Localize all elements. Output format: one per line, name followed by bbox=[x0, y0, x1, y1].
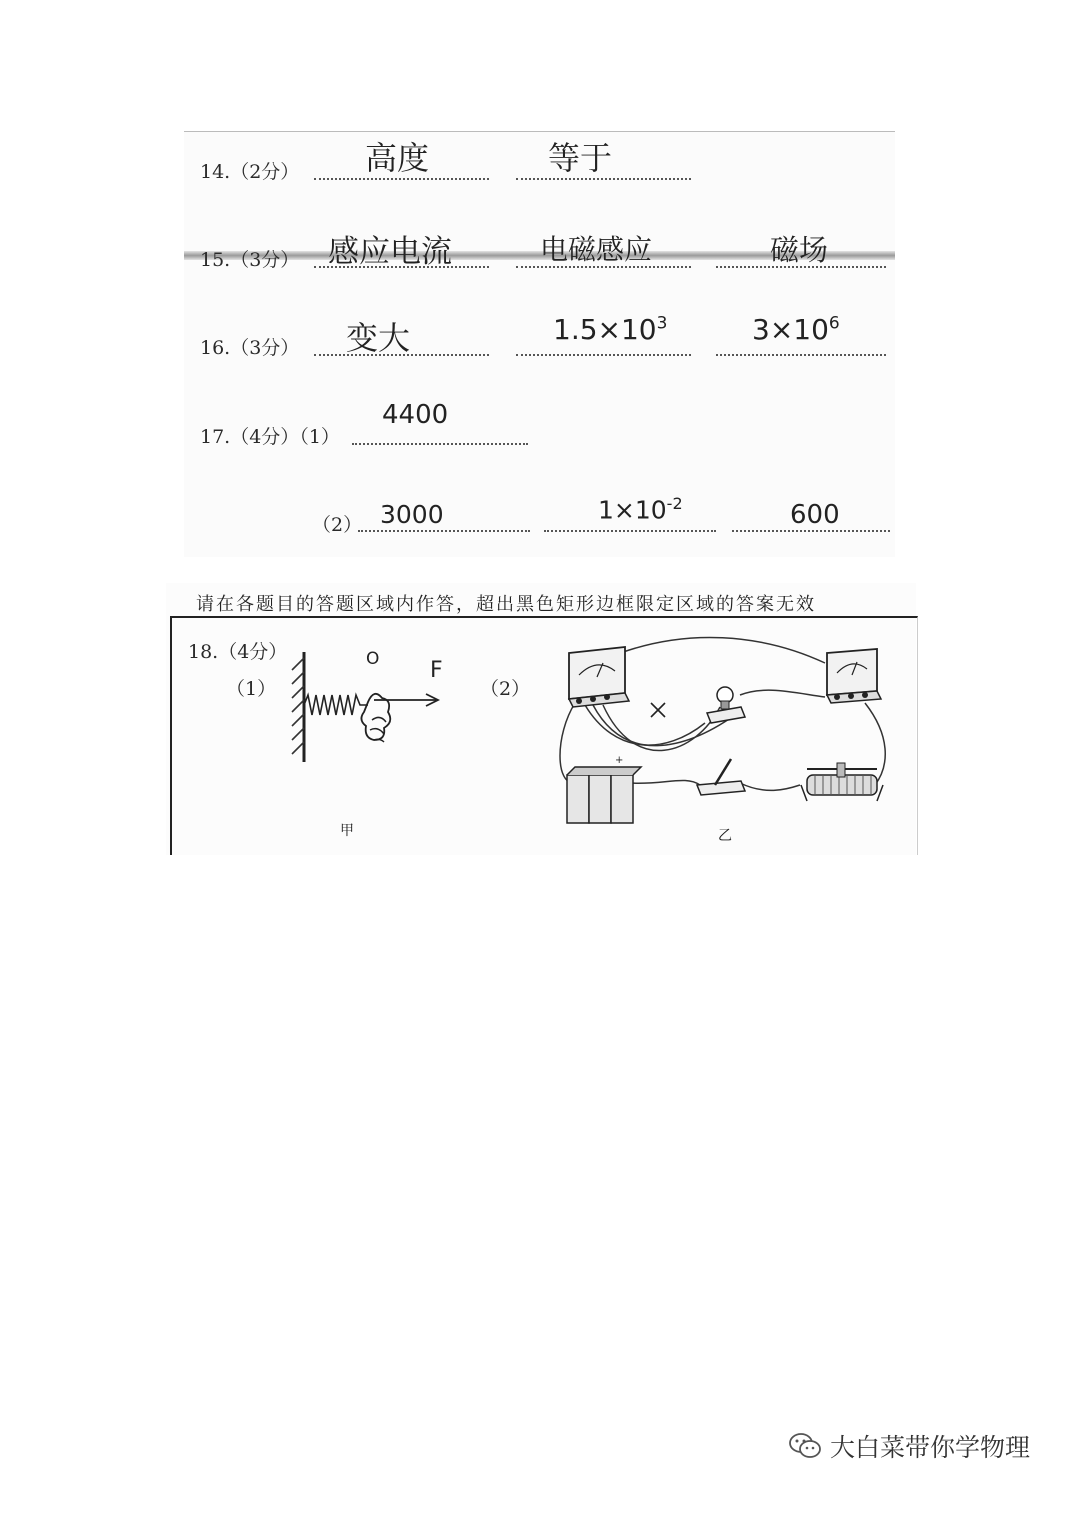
q17-part1-answer: 4400 bbox=[382, 400, 449, 430]
q17-part1-blank bbox=[352, 443, 528, 445]
wechat-icon bbox=[788, 1431, 822, 1461]
q17-part2-blank-1 bbox=[358, 530, 530, 532]
q17-part2-blank-2 bbox=[544, 530, 716, 532]
circuit-diagram bbox=[545, 635, 900, 830]
q15-answer-3: 磁场 bbox=[770, 233, 829, 267]
caption-jia: 甲 bbox=[340, 823, 354, 839]
caption-yi: 乙 bbox=[718, 828, 732, 844]
watermark bbox=[788, 1428, 1030, 1464]
q16-label: 16.（3分） bbox=[200, 337, 300, 359]
q17-part2-blank-3 bbox=[732, 530, 890, 532]
q14-answer-1: 高度 bbox=[365, 139, 430, 177]
voltmeter bbox=[827, 649, 881, 703]
switch bbox=[697, 759, 745, 795]
point-o-label: O bbox=[366, 649, 380, 669]
q16-blank-2 bbox=[516, 354, 691, 356]
q17-part2-label: （2） bbox=[312, 514, 363, 536]
q15-answer-1: 感应电流 bbox=[328, 234, 452, 270]
q15-label: 15.（3分） bbox=[200, 249, 300, 271]
q14-answer-2: 等于 bbox=[548, 139, 613, 177]
q16-answer-2: $1.5\times 10^3$ bbox=[553, 313, 668, 346]
force-f-label: F bbox=[430, 658, 443, 683]
rheostat bbox=[801, 763, 883, 801]
q17-part2-answer-3: 600 bbox=[790, 500, 840, 530]
q18-part1-label: （1） bbox=[226, 678, 277, 700]
watermark-text: 大白菜带你学物理 bbox=[830, 1433, 1031, 1462]
answer-area-notice: 请在各题目的答题区域内作答，超出黑色矩形边框限定区域的答案无效 bbox=[196, 594, 816, 615]
svg-text:+: + bbox=[615, 755, 624, 766]
q17-label: 17.（4分）（1） bbox=[200, 426, 340, 448]
bulb bbox=[707, 687, 745, 723]
q16-answer-1: 变大 bbox=[346, 319, 411, 357]
q16-blank-3 bbox=[716, 354, 886, 356]
q17-part2-answer-1: 3000 bbox=[380, 500, 444, 529]
ammeter bbox=[569, 647, 629, 707]
q15-answer-2: 电磁感应 bbox=[540, 233, 653, 266]
q17-part2-answer-2: $1\times 10^{-2}$ bbox=[598, 494, 683, 525]
q16-answer-3: $3\times 10^6$ bbox=[752, 313, 840, 346]
q18-label: 18.（4分） bbox=[188, 641, 288, 663]
q14-label: 14.（2分） bbox=[200, 161, 300, 183]
battery-pack bbox=[567, 755, 641, 823]
q18-part2-label: （2） bbox=[480, 678, 531, 700]
